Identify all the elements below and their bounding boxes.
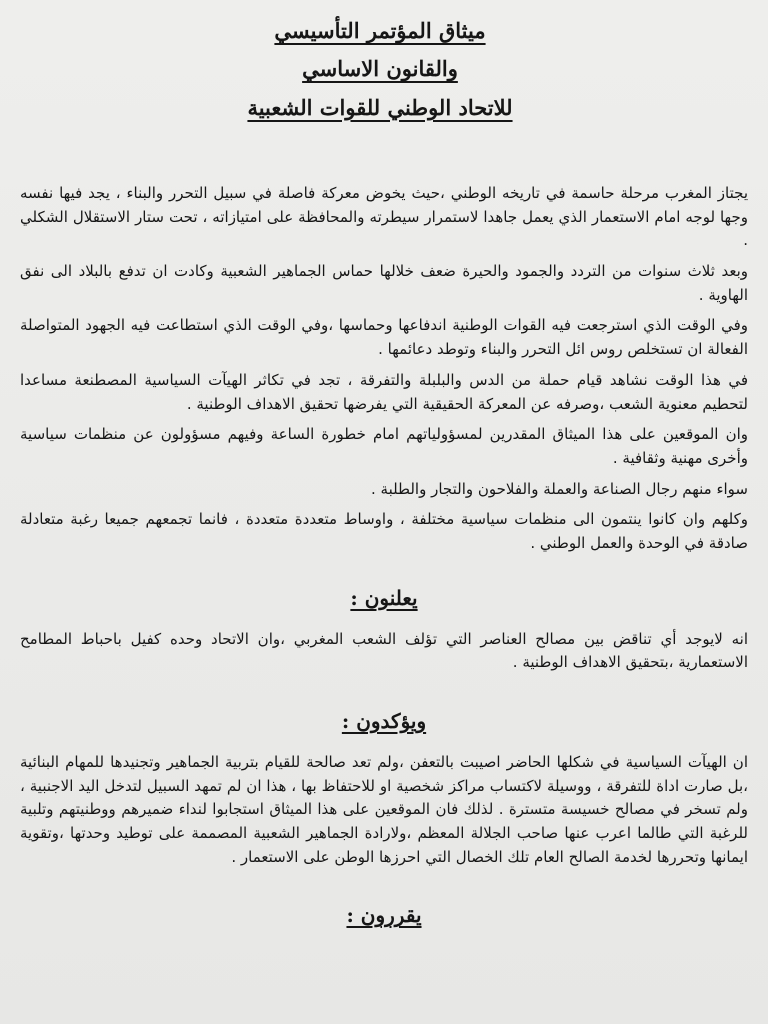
intro-paragraph-4: في هذا الوقت نشاهد قيام حملة من الدس والبلبلة والتفرقة ، تجد في تكاثر الهيآت السياسية المصطنعة مساعدا لتحطيم معنوية الشعب ،وصرفه عن المعركة الحقيقية التي يفرضها تحقيق الاهداف الوطنية .	[20, 370, 748, 413]
document-title-line-1: ميثاق المؤتمر التأسيسي	[274, 18, 486, 43]
intro-paragraph-7: وكلهم وان كانوا ينتمون الى منظمات سياسية مختلفة ، واوساط متعددة متعددة ، فانما تجمعهم جميعا رغبة متعادلة صادقة في الوحدة والعمل الوطني .	[20, 510, 748, 552]
intro-paragraph-2: وبعد ثلاث سنوات من التردد والجمود والحيرة ضعف خلالها حماس الجماهير الشعبية وكادت ان تدفع بالبلاد الى نفق الهاوية .	[20, 262, 748, 304]
document-title-line-3: للاتحاد الوطني للقوات الشعبية	[247, 94, 513, 120]
section-heading-confirm: ويؤكدون :	[341, 709, 427, 733]
section-heading-decide: يقررون :	[346, 903, 422, 928]
intro-paragraph-1: يجتاز المغرب مرحلة حاسمة في تاريخه الوطني ،حيث يخوض معركة فاصلة في سبيل التحرر والبناء ، يجد فيها نفسه وجها لوجه امام الاستعمار الذي يعمل جاهدا لاستمرار سيطرته والمحافظة على امتيازاته ، تحت ستار الاستقلال الشكلي .	[20, 184, 748, 250]
section-confirm-paragraph-1: ان الهيآت السياسية في شكلها الحاضر اصيبت بالتعفن ،ولم تعد صالحة للقيام بتربية الجماهير وتجنيدها للمهام البنائية ،بل صارت اداة للتفرقة ، ووسيلة لاكتساب مراكز شخصية او للاحتفاظ بها ، هذا ان لم تمهد السبيل لتدخل اليد الاجنبية ، ولم تسخر في مصالح خسيسة متسترة . لذلك فان الموقعين على هذا الميثاق استجابوا لنداء ضميرهم ووطنيتهم وتلبية للرغبة التي طالما اعرب عنها صاحب الجلالة المعظم ،ولارادة الجماهير الشعبية المصممة على توطيد وحدتها ،وتقوية ايمانها وتحررها لخدمة الصالح العام تلك الخصال التي احرزها الوطن على الاستعمار .	[20, 753, 748, 866]
section-announce-paragraph-1: انه لايوجد أي تناقض بين مصالح العناصر التي تؤلف الشعب المغربي ،وان الاتحاد وحده كفيل باحباط المطامح الاستعمارية ،بتحقيق الاهداف الوطنية .	[20, 629, 748, 672]
intro-paragraph-6: سواء منهم رجال الصناعة والعملة والفلاحون والتجار والطلبة .	[370, 479, 748, 498]
document-header	[120, 16, 640, 131]
intro-paragraph-3: وفي الوقت الذي استرجعت فيه القوات الوطنية اندفاعها وحماسها ،وفي الوقت الذي استطاعت فيه الجهود المتواصلة الفعالة ان تستخلص روس ائل التحرر والبناء وتوطد دعائمها .	[20, 316, 748, 359]
document-body	[20, 182, 748, 945]
intro-paragraph-5: وان الموقعين على هذا الميثاق المقدرين لمسؤولياتهم امام خطورة الساعة وفيهم مسؤولون عن منظمات سياسية وأخرى مهنية وثقافية .	[20, 425, 748, 467]
document-title-line-2: والقانون الاساسي	[302, 56, 458, 82]
section-heading-announce: يعلنون :	[350, 585, 418, 610]
